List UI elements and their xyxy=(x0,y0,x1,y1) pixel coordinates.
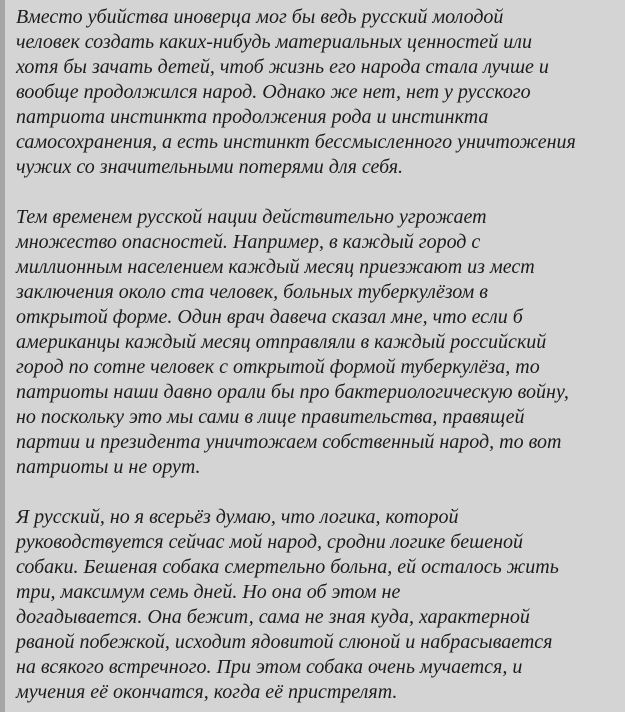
paragraph-1: Вместо убийства иноверца мог бы ведь русский молодой человек создать каких-нибудь материальных ценностей или хотя бы зачать детей, чтоб жизнь его народа стала лучше и вообще продолжился народ. Однако же нет, нет у русского патриота инстинкта продолжения рода и инстинкта самосохранения, а есть инстинкт бессмысленного уничтожения чужих со значительными потерями для себя. xyxy=(16,6,576,178)
paragraph-3: Я русский, но я всерьёз думаю, что логика, которой руководствуется сейчас мой народ, сродни логике бешеной собаки. Бешеная собака смертельно больна, ей осталось жить три, максимум семь дней. Но она об этом не догадывается. Она бежит, сама не зная куда, характерной рваной побежкой, исходит ядовитой слюной и набрасывается на всякого встречного. При этом собака очень мучается, и мучения её окончатся, когда её пристрелят. xyxy=(16,506,559,703)
paragraph-2: Тем временем русской нации действительно угрожает множество опасностей. Например, в каждый город с миллионным населением каждый месяц приезжают из мест заключения около ста человек, больных туберкулёзом в открытой форме. Один врач давеча сказал мне, что если б американцы каждый месяц отправляли в каждый российский город по сотне человек с открытой формой туберкулёза, то патриоты наши давно орали бы про бактериологическую войну, но поскольку это мы сами в лице правительства, правящей партии и президента уничтожаем собственный народ, то вот патриоты и не орут. xyxy=(16,206,569,478)
